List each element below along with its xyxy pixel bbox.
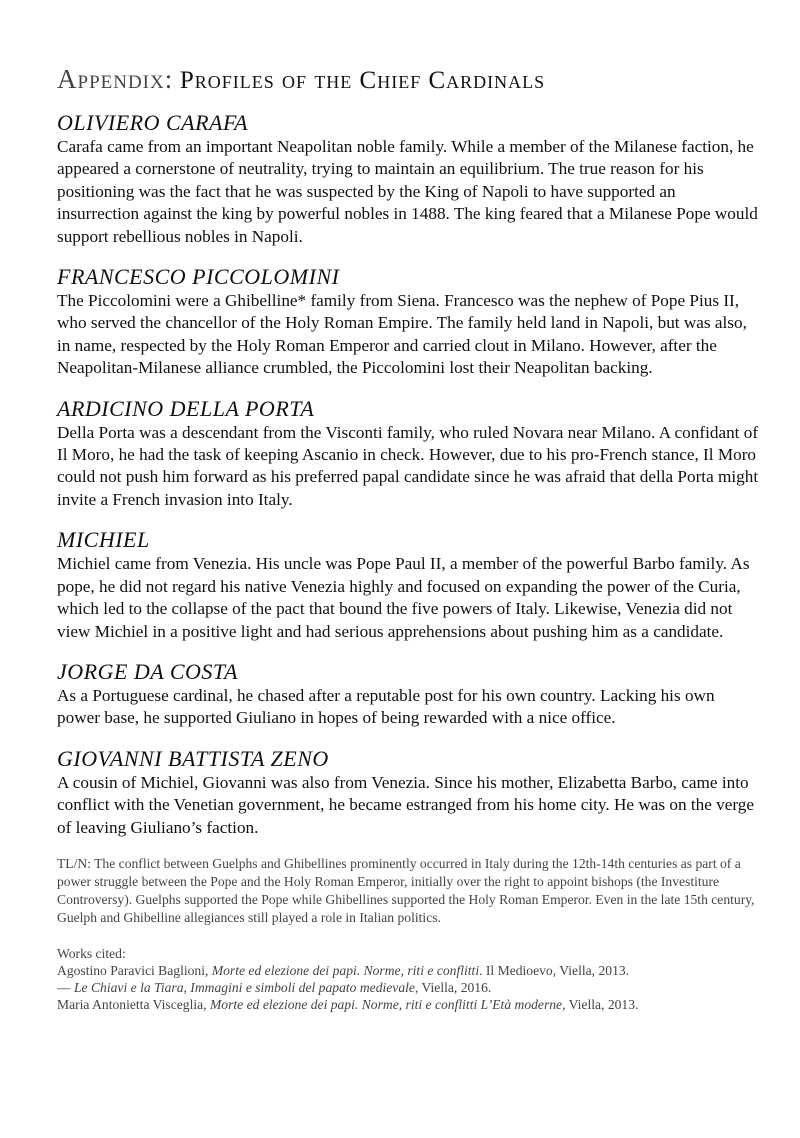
profile-oliviero-carafa (57, 110, 760, 248)
profile-name: JORGE DA COSTA (57, 658, 238, 684)
works-cited-entry (57, 996, 760, 1013)
title-prefix: Appendix: (57, 64, 174, 94)
profile-text: Carafa came from an important Neapolitan noble family. While a member of the Milanese faction, he appeared a cornerstone of neutrality, trying to maintain an equilibrium. The true reason for his positioning was the fact that he was suspected by the King of Napoli to have supported an insurrection against the king by powerful nobles in 1488. The king feared that a Milanese Pope would support rebellious nobles in Napoli. (57, 137, 758, 246)
works-cited (57, 945, 760, 1013)
page-title (57, 64, 760, 96)
translator-note (57, 855, 760, 927)
profile-jorge-da-costa (57, 659, 760, 730)
profile-name: GIOVANNI BATTISTA ZENO (57, 745, 329, 771)
works-cited-entry (57, 979, 760, 996)
profile-francesco-piccolomini (57, 264, 760, 380)
profile-name: ARDICINO DELLA PORTA (57, 395, 315, 421)
entry-author: — (57, 979, 74, 995)
entry-title: Morte ed elezione dei papi. Norme, riti e conflitti (211, 962, 480, 978)
entry-title: Morte ed elezione dei papi. Norme, riti e conflitti L’Età moderne (209, 996, 563, 1012)
profile-name: OLIVIERO CARAFA (57, 110, 249, 135)
profile-name: MICHIEL (57, 527, 150, 553)
translator-note-text: TL/N: The conflict between Guelphs and Ghibellines prominently occurred in Italy during the 12th-14th centuries as part of a power struggle between the Pope and the Holy Roman Emperor, initially over the right to appoint bishops (the Investiture Controversy). Guelphs supported the Pope while Ghibellines supported the Holy Roman Emperor. Even in the late 15th century, Guelph and Ghibelline allegiances still played a role in Italian politics. (57, 855, 755, 925)
entry-publisher: , Viella, 2016. (414, 979, 492, 995)
title-main: Profiles of the Chief Cardinals (179, 67, 546, 94)
profile-text: Della Porta was a descendant from the Visconti family, who ruled Novara near Milano. A confidant of Il Moro, he had the task of keeping Ascanio in check. However, due to his pro-French stance, Il Moro could not push him forward as his preferred papal candidate since he was afraid that della Porta might invite a French invasion into Italy. (57, 422, 759, 509)
profile-ardicino-della-porta (57, 396, 760, 512)
works-cited-heading: Works cited: (57, 945, 126, 961)
profile-giovanni-battista-zeno (57, 746, 760, 839)
entry-title: Le Chiavi e la Tiara, Immagini e simboli del papato medievale (74, 979, 415, 995)
profile-name: FRANCESCO PICCOLOMINI (57, 264, 340, 290)
profile-text: A cousin of Michiel, Giovanni was also from Venezia. Since his mother, Elizabetta Barbo, came into conflict with the Venetian government, he became estranged from his home city. He was on the verge of leaving Giuliano’s faction. (57, 772, 754, 837)
entry-publisher: . Il Medioevo, Viella, 2013. (479, 962, 630, 978)
entry-publisher: , Viella, 2013. (562, 996, 639, 1012)
profile-text: Michiel came from Venezia. His uncle was Pope Paul II, a member of the powerful Barbo family. As pope, he did not regard his native Venezia highly and focused on expanding the power of the Curia, which led to the collapse of the pact that bound the five powers of Italy. Likewise, Venezia did not view Michiel in a positive light and had serious apprehensions about pushing him as a candidate. (57, 554, 750, 641)
profile-michiel (57, 527, 760, 643)
profile-text: As a Portuguese cardinal, he chased after a reputable post for his own country. Lacking his own power base, he supported Giuliano in hopes of being rewarded with a nice office. (57, 685, 715, 728)
entry-author: Maria Antonietta Visceglia, (57, 996, 210, 1012)
works-cited-entry (57, 962, 760, 979)
entry-author: Agostino Paravici Baglioni, (57, 962, 212, 978)
profile-text: The Piccolomini were a Ghibelline* family from Siena. Francesco was the nephew of Pope Pius II, who served the chancellor of the Holy Roman Empire. The family held land in Napoli, but was also, in name, respected by the Holy Roman Emperor and carried clout in Milano. However, after the Neapolitan-Milanese alliance crumbled, the Piccolomini lost their Neapolitan backing. (57, 291, 747, 378)
